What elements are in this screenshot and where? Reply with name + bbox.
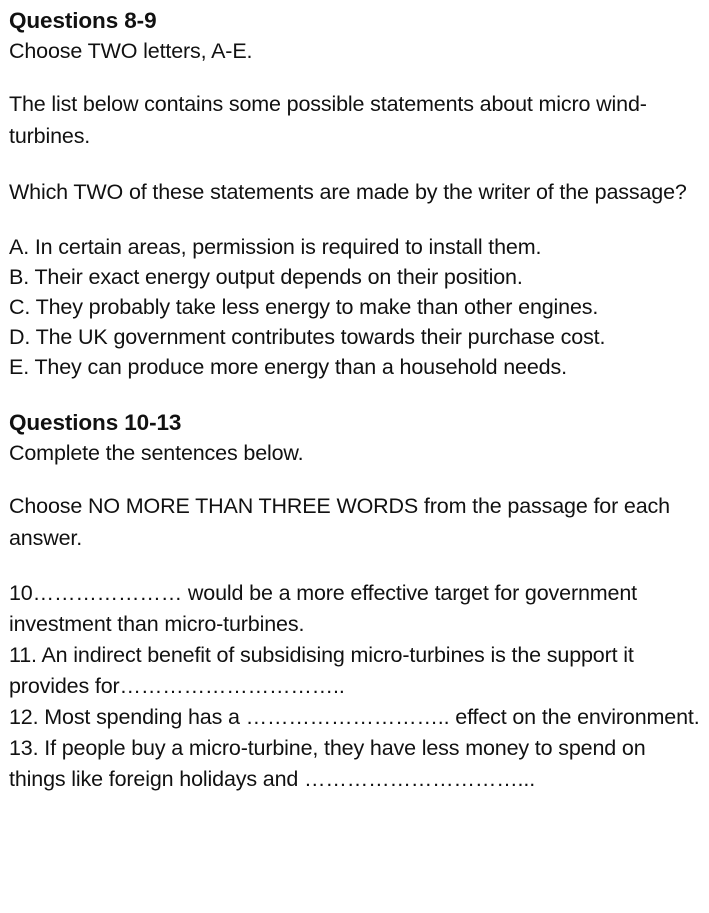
spacer (9, 382, 701, 408)
question-10[interactable]: 10………………… would be a more effective target for government investment than micro-turbines. (9, 581, 637, 636)
option-d[interactable]: D. The UK government contributes towards their purchase cost. (9, 325, 606, 349)
question-13[interactable]: 13. If people buy a micro-turbine, they have less money to spend on things like foreign holidays and …………………………... (9, 736, 646, 791)
instruction-word-limit: Choose NO MORE THAN THREE WORDS from the passage for each answer. (9, 494, 670, 550)
spacer (9, 468, 701, 490)
spacer (9, 152, 701, 176)
intro-text-statement-list: The list below contains some possible statements about micro wind-turbines. (9, 92, 647, 148)
instruction-choose-two-letters: Choose TWO letters, A-E. (9, 39, 253, 63)
section-heading-questions-8-9: Questions 8-9 (9, 8, 157, 33)
option-b[interactable]: B. Their exact energy output depends on their position. (9, 265, 523, 289)
instruction-complete-sentences: Complete the sentences below. (9, 441, 304, 465)
option-e[interactable]: E. They can produce more energy than a household needs. (9, 355, 567, 379)
option-c[interactable]: C. They probably take less energy to make than other engines. (9, 295, 599, 319)
section-heading-questions-10-13: Questions 10-13 (9, 410, 182, 435)
answer-options-list (9, 232, 701, 382)
spacer (9, 208, 701, 232)
gap-fill-questions-list (9, 578, 701, 795)
option-a[interactable]: A. In certain areas, permission is required to install them. (9, 235, 542, 259)
prompt-which-two-statements: Which TWO of these statements are made by the writer of the passage? (9, 180, 687, 204)
spacer (9, 554, 701, 578)
question-12[interactable]: 12. Most spending has a ……………………….. effect on the environment. (9, 705, 700, 729)
spacer (9, 66, 701, 88)
question-11[interactable]: 11. An indirect benefit of subsidising micro-turbines is the support it provides for………………………….. (9, 643, 634, 698)
